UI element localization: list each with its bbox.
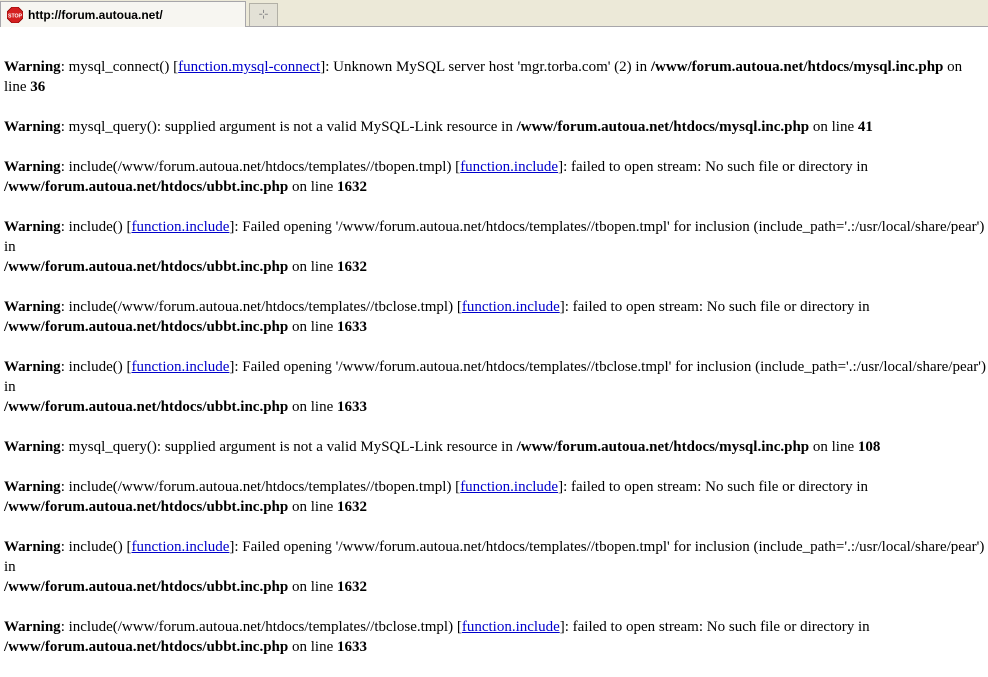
function-link[interactable]: function.include [460,159,559,175]
warning-message: Warning: include() [function.include]: Failed opening '/www/forum.autoua.net/htdocs/templates//tbopen.tmpl' for inclusion (include_path='.:/usr/local/share/pear') in /www/forum.autoua.net/htdocs/ubbt.inc.php on line 1632 [4,219,985,275]
function-link[interactable]: function.include [461,619,560,635]
warning-message: Warning: include() [function.include]: Failed opening '/www/forum.autoua.net/htdocs/templates//tbclose.tmpl' for inclusion (include_path='.:/usr/local/share/pear') in /www/forum.autoua.net/htdocs/ubbt.inc.php on line 1633 [4,359,986,415]
tab-title: http://forum.autoua.net/ [28,8,163,22]
warning-message: Warning: mysql_query(): supplied argument is not a valid MySQL-Link resource in /www/forum.autoua.net/htdocs/mysql.inc.php on line 108 [4,439,881,455]
warning-message: Warning: include(/www/forum.autoua.net/htdocs/templates//tbopen.tmpl) [function.include]: failed to open stream: No such file or directory in /www/forum.autoua.net/htdocs/ubbt.inc.php on line 1632 [4,479,868,515]
warning-message: Warning: mysql_connect() [function.mysql-connect]: Unknown MySQL server host 'mgr.torba.com' (2) in /www/forum.autoua.net/htdocs/mysql.inc.php on line 36 [4,59,963,95]
function-link[interactable]: function.include [131,539,230,555]
new-tab-icon: ⊹ [258,7,269,21]
page-content [4,57,986,677]
function-link[interactable]: function.include [131,359,230,375]
browser-tab-bar [0,0,988,27]
function-link[interactable]: function.mysql-connect [178,59,321,75]
stop-icon [7,7,23,23]
new-tab-button[interactable] [249,3,278,26]
browser-tab[interactable] [0,1,246,27]
function-link[interactable]: function.include [461,299,560,315]
warning-message: Warning: include(/www/forum.autoua.net/htdocs/templates//tbclose.tmpl) [function.include]: failed to open stream: No such file or directory in /www/forum.autoua.net/htdocs/ubbt.inc.php on line 1633 [4,619,870,655]
warning-message: Warning: include(/www/forum.autoua.net/htdocs/templates//tbopen.tmpl) [function.include]: failed to open stream: No such file or directory in /www/forum.autoua.net/htdocs/ubbt.inc.php on line 1632 [4,159,868,195]
warning-message: Warning: mysql_query(): supplied argument is not a valid MySQL-Link resource in /www/forum.autoua.net/htdocs/mysql.inc.php on line 41 [4,119,873,135]
warning-message: Warning: include() [function.include]: Failed opening '/www/forum.autoua.net/htdocs/templates//tbopen.tmpl' for inclusion (include_path='.:/usr/local/share/pear') in /www/forum.autoua.net/htdocs/ubbt.inc.php on line 1632 [4,539,985,595]
function-link[interactable]: function.include [460,479,559,495]
svg-text:STOP: STOP [7,13,23,20]
function-link[interactable]: function.include [131,219,230,235]
warning-message: Warning: include(/www/forum.autoua.net/htdocs/templates//tbclose.tmpl) [function.include]: failed to open stream: No such file or directory in /www/forum.autoua.net/htdocs/ubbt.inc.php on line 1633 [4,299,870,335]
